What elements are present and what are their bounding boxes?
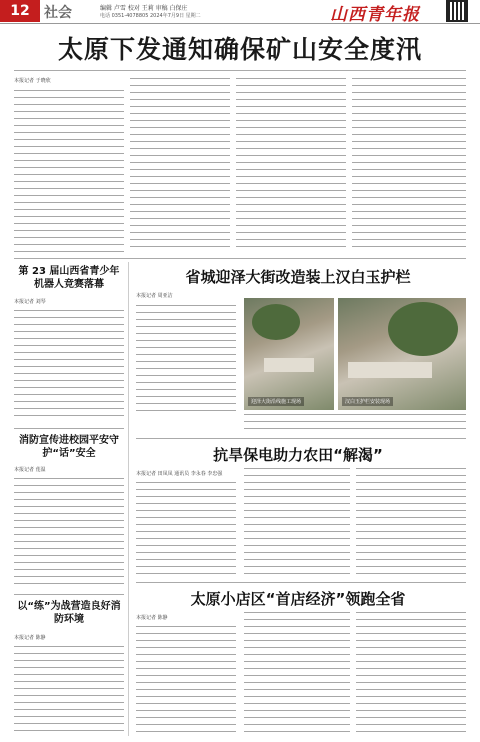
lead-body-col-3 (236, 78, 346, 252)
divider (14, 258, 466, 259)
section-title: 社会 (44, 5, 72, 21)
divider (14, 594, 124, 595)
article-body-first-store-3 (356, 612, 466, 736)
lead-byline: 本报记者 于晓欣 (14, 78, 51, 84)
masthead (0, 0, 480, 24)
stone-slab-shape (264, 358, 314, 372)
article-byline-fire-drill: 本报记者 陈静 (14, 635, 46, 641)
article-body-drought-3 (356, 468, 466, 574)
photo-caption-left: 迎泽大街沿线施工现场 (248, 397, 304, 406)
divider (136, 438, 466, 439)
guardrail-photo-right (338, 298, 466, 410)
article-byline-guardrail: 本报记者 周亚洁 (136, 293, 173, 299)
article-byline-robot: 本报记者 刘琴 (14, 299, 46, 305)
divider (136, 582, 466, 583)
article-title-first-store: 太原小店区“首店经济”领跑全省 (190, 590, 406, 608)
article-byline-drought: 本报记者 田凤凤 通讯员 李永春 李忠强 (136, 471, 223, 477)
article-body-fire-drill (14, 646, 124, 736)
guardrail-photo-left (244, 298, 334, 410)
article-body-guardrail-1 (136, 305, 236, 413)
article-title-drought: 抗旱保电助力农田“解渴” (213, 446, 383, 464)
article-title-fire-drill: 以“练”为战营造良好消防环境 (17, 601, 121, 625)
newspaper-logo: 山西青年报 (330, 5, 420, 25)
column-divider (128, 262, 129, 736)
article-body-guardrail-2 (244, 414, 466, 434)
lead-body-col-4 (352, 78, 466, 252)
article-body-fire-school (14, 478, 124, 586)
article-byline-first-store: 本报记者 陈静 (136, 615, 168, 621)
article-title-fire-school: 消防宣传进校园平安守护“话”安全 (19, 435, 119, 459)
article-byline-fire-school: 本报记者 莲温 (14, 467, 46, 473)
article-body-first-store-2 (244, 612, 350, 736)
qr-code-icon (446, 0, 468, 22)
article-title-guardrail: 省城迎泽大街改造装上汉白玉护栏 (185, 268, 411, 286)
phone-date-line: 电话 0351-4078805 2024年7月9日 星期二 (100, 13, 201, 19)
page-number: 12 (0, 0, 40, 22)
article-body-first-store-1 (136, 626, 236, 736)
article-body-robot (14, 310, 124, 420)
article-body-drought-2 (244, 468, 350, 574)
article-title-robot: 第 23 届山西省青少年机器人竞赛落幕 (18, 266, 120, 290)
tree-shape (388, 302, 458, 356)
lead-headline: 太原下发通知确保矿山安全度汛 (57, 35, 422, 64)
divider (14, 428, 124, 429)
divider (14, 70, 466, 71)
editors-line: 编辑 卢雪 校对 王莉 审稿 白保庄 (100, 5, 188, 12)
lead-body-col-2 (130, 78, 230, 252)
stone-slab-shape (348, 362, 432, 378)
lead-body-col-1 (14, 90, 124, 252)
photo-caption-right: 汉白玉护栏安装现场 (342, 397, 393, 406)
article-body-drought-1 (136, 482, 236, 574)
tree-shape (252, 304, 300, 340)
